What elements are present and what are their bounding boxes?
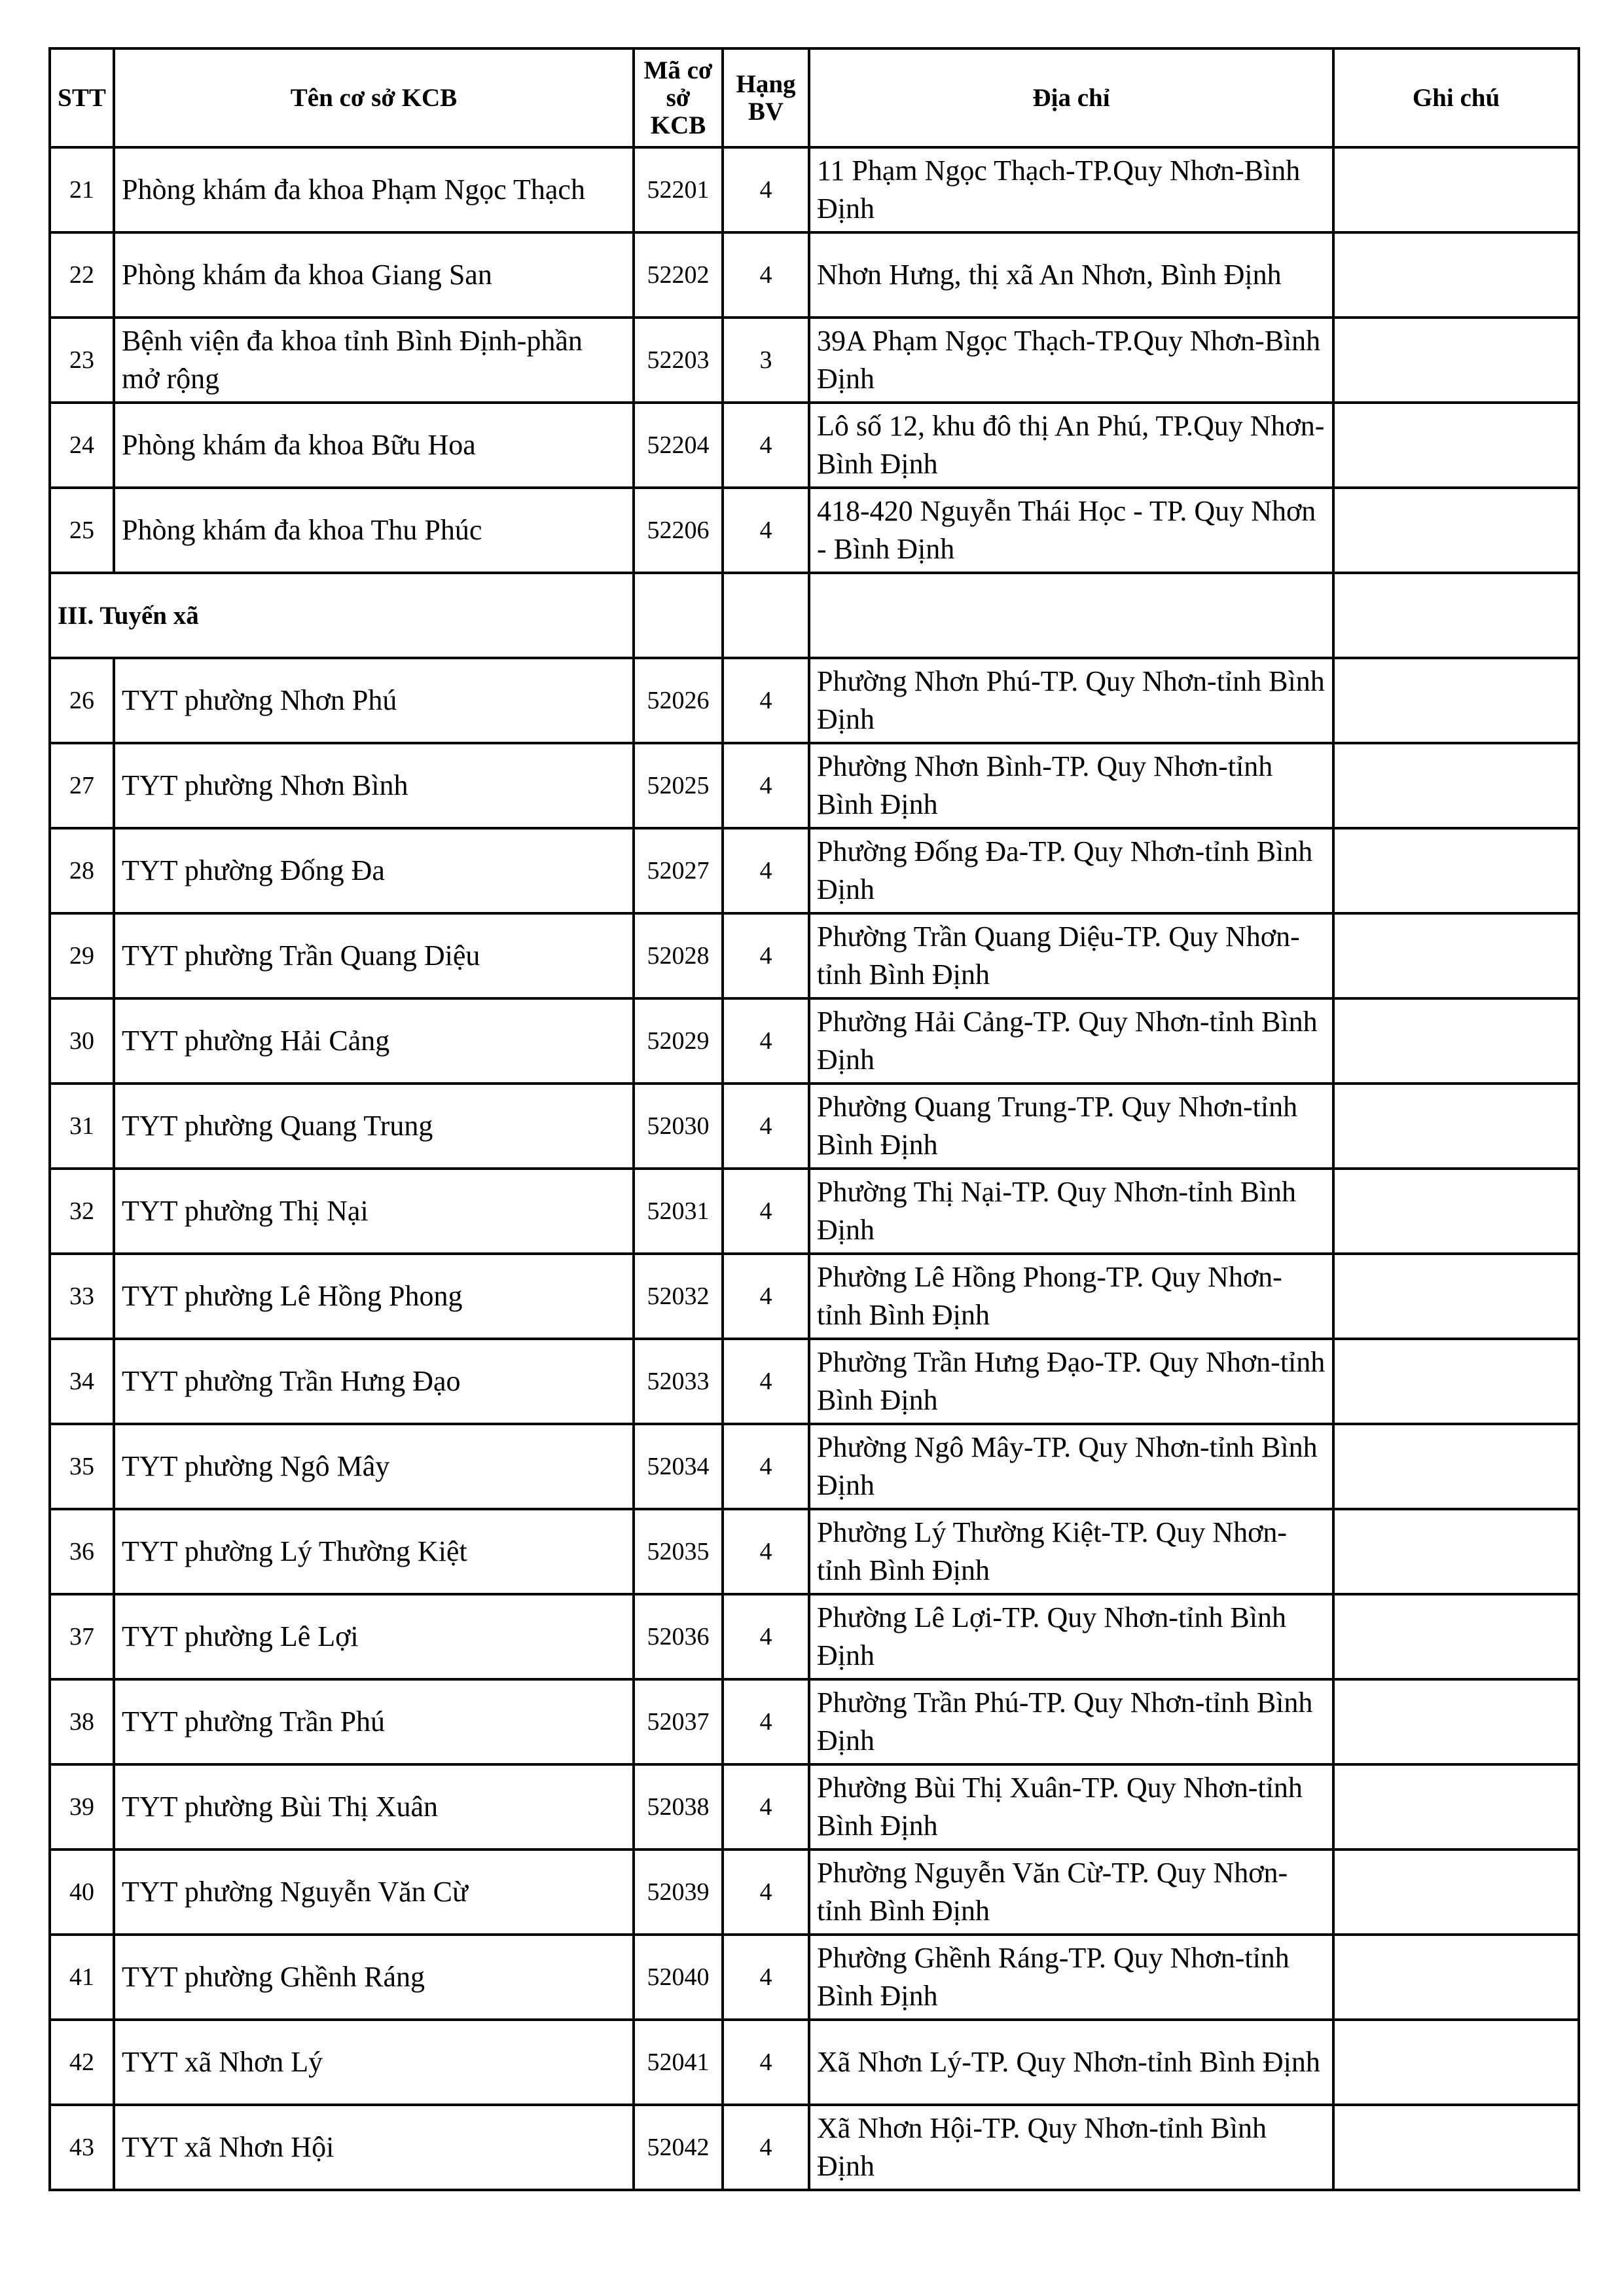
cell-name: TYT phường Thị Nại <box>114 1169 634 1254</box>
cell-address: Phường Trần Hưng Đạo-TP. Quy Nhơn-tỉnh Bình Định <box>809 1339 1333 1424</box>
cell-note <box>1333 658 1579 743</box>
cell-stt: 27 <box>50 743 114 828</box>
section-empty-cell <box>723 573 809 658</box>
section-label: III. Tuyến xã <box>50 573 634 658</box>
table-row <box>50 1084 1579 1169</box>
cell-rank: 4 <box>723 403 809 488</box>
cell-code: 52029 <box>634 998 723 1084</box>
table-row <box>50 2020 1579 2105</box>
cell-rank: 4 <box>723 1935 809 2020</box>
cell-note <box>1333 232 1579 318</box>
cell-note <box>1333 488 1579 573</box>
cell-code: 52202 <box>634 232 723 318</box>
cell-rank: 4 <box>723 232 809 318</box>
cell-stt: 33 <box>50 1254 114 1339</box>
cell-code: 52035 <box>634 1509 723 1594</box>
cell-address: Phường Nguyễn Văn Cừ-TP. Quy Nhơn-tỉnh Bình Định <box>809 1850 1333 1935</box>
cell-name: Bệnh viện đa khoa tỉnh Bình Định-phần mở rộng <box>114 318 634 403</box>
cell-stt: 37 <box>50 1594 114 1679</box>
cell-address: Phường Ngô Mây-TP. Quy Nhơn-tỉnh Bình Định <box>809 1424 1333 1509</box>
cell-name: TYT phường Lê Hồng Phong <box>114 1254 634 1339</box>
cell-name: Phòng khám đa khoa Giang San <box>114 232 634 318</box>
cell-code: 52032 <box>634 1254 723 1339</box>
cell-name: Phòng khám đa khoa Bữu Hoa <box>114 403 634 488</box>
cell-name: TYT phường Nhơn Phú <box>114 658 634 743</box>
cell-name: TYT phường Trần Hưng Đạo <box>114 1339 634 1424</box>
cell-note <box>1333 1169 1579 1254</box>
cell-address: Lô số 12, khu đô thị An Phú, TP.Quy Nhơn- Bình Định <box>809 403 1333 488</box>
section-empty-cell <box>634 573 723 658</box>
cell-name: TYT phường Nhơn Bình <box>114 743 634 828</box>
cell-stt: 32 <box>50 1169 114 1254</box>
cell-note <box>1333 403 1579 488</box>
cell-stt: 38 <box>50 1679 114 1764</box>
cell-code: 52042 <box>634 2105 723 2190</box>
cell-code: 52041 <box>634 2020 723 2105</box>
cell-code: 52203 <box>634 318 723 403</box>
cell-rank: 4 <box>723 1424 809 1509</box>
cell-stt: 34 <box>50 1339 114 1424</box>
cell-note <box>1333 1935 1579 2020</box>
cell-rank: 4 <box>723 1254 809 1339</box>
cell-name: TYT phường Ngô Mây <box>114 1424 634 1509</box>
cell-name: TYT phường Lý Thường Kiệt <box>114 1509 634 1594</box>
cell-note <box>1333 1339 1579 1424</box>
cell-code: 52201 <box>634 147 723 232</box>
cell-rank: 4 <box>723 1850 809 1935</box>
table-body <box>50 147 1579 2190</box>
cell-name: TYT phường Lê Lợi <box>114 1594 634 1679</box>
cell-address: 39A Phạm Ngọc Thạch-TP.Quy Nhơn-Bình Định <box>809 318 1333 403</box>
cell-name: TYT xã Nhơn Lý <box>114 2020 634 2105</box>
cell-address: Phường Ghềnh Ráng-TP. Quy Nhơn-tỉnh Bình Định <box>809 1935 1333 2020</box>
cell-name: Phòng khám đa khoa Thu Phúc <box>114 488 634 573</box>
cell-rank: 4 <box>723 1509 809 1594</box>
header-rank: Hạng BV <box>723 48 809 147</box>
cell-address: Nhơn Hưng, thị xã An Nhơn, Bình Định <box>809 232 1333 318</box>
cell-code: 52039 <box>634 1850 723 1935</box>
cell-stt: 25 <box>50 488 114 573</box>
table-row <box>50 1850 1579 1935</box>
cell-code: 52027 <box>634 828 723 913</box>
table-row <box>50 488 1579 573</box>
cell-rank: 4 <box>723 2105 809 2190</box>
table-row <box>50 318 1579 403</box>
table-row <box>50 828 1579 913</box>
table-row <box>50 232 1579 318</box>
cell-address: Phường Đống Đa-TP. Quy Nhơn-tỉnh Bình Định <box>809 828 1333 913</box>
cell-code: 52038 <box>634 1764 723 1850</box>
cell-note <box>1333 998 1579 1084</box>
cell-note <box>1333 1084 1579 1169</box>
header-name: Tên cơ sở KCB <box>114 48 634 147</box>
table-row <box>50 403 1579 488</box>
header-code: Mã cơ sở KCB <box>634 48 723 147</box>
cell-code: 52025 <box>634 743 723 828</box>
cell-address: Xã Nhơn Lý-TP. Quy Nhơn-tỉnh Bình Định <box>809 2020 1333 2105</box>
cell-code: 52204 <box>634 403 723 488</box>
cell-note <box>1333 2105 1579 2190</box>
cell-stt: 35 <box>50 1424 114 1509</box>
cell-note <box>1333 1594 1579 1679</box>
table-row <box>50 658 1579 743</box>
cell-stt: 21 <box>50 147 114 232</box>
cell-stt: 41 <box>50 1935 114 2020</box>
cell-address: Phường Lê Hồng Phong-TP. Quy Nhơn-tỉnh Bình Định <box>809 1254 1333 1339</box>
table-row <box>50 913 1579 998</box>
cell-rank: 4 <box>723 828 809 913</box>
cell-rank: 4 <box>723 1169 809 1254</box>
cell-rank: 4 <box>723 743 809 828</box>
table-row <box>50 1679 1579 1764</box>
cell-name: TYT phường Bùi Thị Xuân <box>114 1764 634 1850</box>
cell-code: 52206 <box>634 488 723 573</box>
cell-rank: 4 <box>723 1764 809 1850</box>
cell-name: TYT phường Trần Quang Diệu <box>114 913 634 998</box>
cell-address: 418-420 Nguyễn Thái Học - TP. Quy Nhơn - Bình Định <box>809 488 1333 573</box>
header-row <box>50 48 1579 147</box>
table-row <box>50 1254 1579 1339</box>
cell-rank: 4 <box>723 998 809 1084</box>
cell-address: Xã Nhơn Hội-TP. Quy Nhơn-tỉnh Bình Định <box>809 2105 1333 2190</box>
cell-address: Phường Lê Lợi-TP. Quy Nhơn-tỉnh Bình Định <box>809 1594 1333 1679</box>
cell-code: 52040 <box>634 1935 723 2020</box>
table-row <box>50 1424 1579 1509</box>
cell-note <box>1333 828 1579 913</box>
cell-stt: 42 <box>50 2020 114 2105</box>
table-row <box>50 1509 1579 1594</box>
cell-address: Phường Bùi Thị Xuân-TP. Quy Nhơn-tỉnh Bình Định <box>809 1764 1333 1850</box>
cell-address: Phường Thị Nại-TP. Quy Nhơn-tỉnh Bình Định <box>809 1169 1333 1254</box>
cell-rank: 4 <box>723 658 809 743</box>
cell-stt: 23 <box>50 318 114 403</box>
cell-address: Phường Trần Quang Diệu-TP. Quy Nhơn-tỉnh Bình Định <box>809 913 1333 998</box>
cell-address: Phường Nhơn Phú-TP. Quy Nhơn-tỉnh Bình Định <box>809 658 1333 743</box>
cell-name: TYT xã Nhơn Hội <box>114 2105 634 2190</box>
cell-address: 11 Phạm Ngọc Thạch-TP.Quy Nhơn-Bình Định <box>809 147 1333 232</box>
cell-stt: 24 <box>50 403 114 488</box>
cell-code: 52034 <box>634 1424 723 1509</box>
cell-rank: 4 <box>723 2020 809 2105</box>
cell-address: Phường Nhơn Bình-TP. Quy Nhơn-tỉnh Bình Định <box>809 743 1333 828</box>
section-empty-cell <box>1333 573 1579 658</box>
header-address: Địa chỉ <box>809 48 1333 147</box>
cell-stt: 30 <box>50 998 114 1084</box>
cell-name: TYT phường Đống Đa <box>114 828 634 913</box>
table-row <box>50 743 1579 828</box>
cell-stt: 26 <box>50 658 114 743</box>
table-row <box>50 1339 1579 1424</box>
cell-stt: 28 <box>50 828 114 913</box>
cell-note <box>1333 743 1579 828</box>
cell-rank: 4 <box>723 488 809 573</box>
cell-note <box>1333 1850 1579 1935</box>
cell-stt: 40 <box>50 1850 114 1935</box>
table-row <box>50 2105 1579 2190</box>
cell-note <box>1333 147 1579 232</box>
cell-code: 52030 <box>634 1084 723 1169</box>
cell-stt: 43 <box>50 2105 114 2190</box>
cell-stt: 36 <box>50 1509 114 1594</box>
header-note: Ghi chú <box>1333 48 1579 147</box>
cell-note <box>1333 1254 1579 1339</box>
table-row <box>50 1169 1579 1254</box>
table-row <box>50 147 1579 232</box>
cell-code: 52037 <box>634 1679 723 1764</box>
cell-rank: 4 <box>723 147 809 232</box>
cell-name: Phòng khám đa khoa Phạm Ngọc Thạch <box>114 147 634 232</box>
cell-code: 52036 <box>634 1594 723 1679</box>
cell-note <box>1333 913 1579 998</box>
cell-code: 52031 <box>634 1169 723 1254</box>
header-stt: STT <box>50 48 114 147</box>
section-empty-cell <box>809 573 1333 658</box>
cell-address: Phường Quang Trung-TP. Quy Nhơn-tỉnh Bình Định <box>809 1084 1333 1169</box>
cell-rank: 4 <box>723 1084 809 1169</box>
facility-table <box>48 47 1580 2191</box>
cell-note <box>1333 1679 1579 1764</box>
cell-stt: 31 <box>50 1084 114 1169</box>
table-row <box>50 998 1579 1084</box>
cell-address: Phường Lý Thường Kiệt-TP. Quy Nhơn-tỉnh Bình Định <box>809 1509 1333 1594</box>
cell-stt: 29 <box>50 913 114 998</box>
cell-stt: 39 <box>50 1764 114 1850</box>
cell-rank: 3 <box>723 318 809 403</box>
cell-name: TYT phường Nguyễn Văn Cừ <box>114 1850 634 1935</box>
section-row <box>50 573 1579 658</box>
table-row <box>50 1935 1579 2020</box>
table-row <box>50 1594 1579 1679</box>
cell-stt: 22 <box>50 232 114 318</box>
cell-name: TYT phường Ghềnh Ráng <box>114 1935 634 2020</box>
cell-name: TYT phường Hải Cảng <box>114 998 634 1084</box>
cell-code: 52026 <box>634 658 723 743</box>
cell-rank: 4 <box>723 1339 809 1424</box>
cell-code: 52028 <box>634 913 723 998</box>
cell-name: TYT phường Quang Trung <box>114 1084 634 1169</box>
cell-address: Phường Trần Phú-TP. Quy Nhơn-tỉnh Bình Định <box>809 1679 1333 1764</box>
cell-note <box>1333 1764 1579 1850</box>
cell-note <box>1333 318 1579 403</box>
cell-code: 52033 <box>634 1339 723 1424</box>
cell-note <box>1333 1509 1579 1594</box>
table-row <box>50 1764 1579 1850</box>
cell-note <box>1333 1424 1579 1509</box>
cell-rank: 4 <box>723 1679 809 1764</box>
cell-rank: 4 <box>723 1594 809 1679</box>
cell-name: TYT phường Trần Phú <box>114 1679 634 1764</box>
cell-rank: 4 <box>723 913 809 998</box>
cell-note <box>1333 2020 1579 2105</box>
cell-address: Phường Hải Cảng-TP. Quy Nhơn-tỉnh Bình Định <box>809 998 1333 1084</box>
